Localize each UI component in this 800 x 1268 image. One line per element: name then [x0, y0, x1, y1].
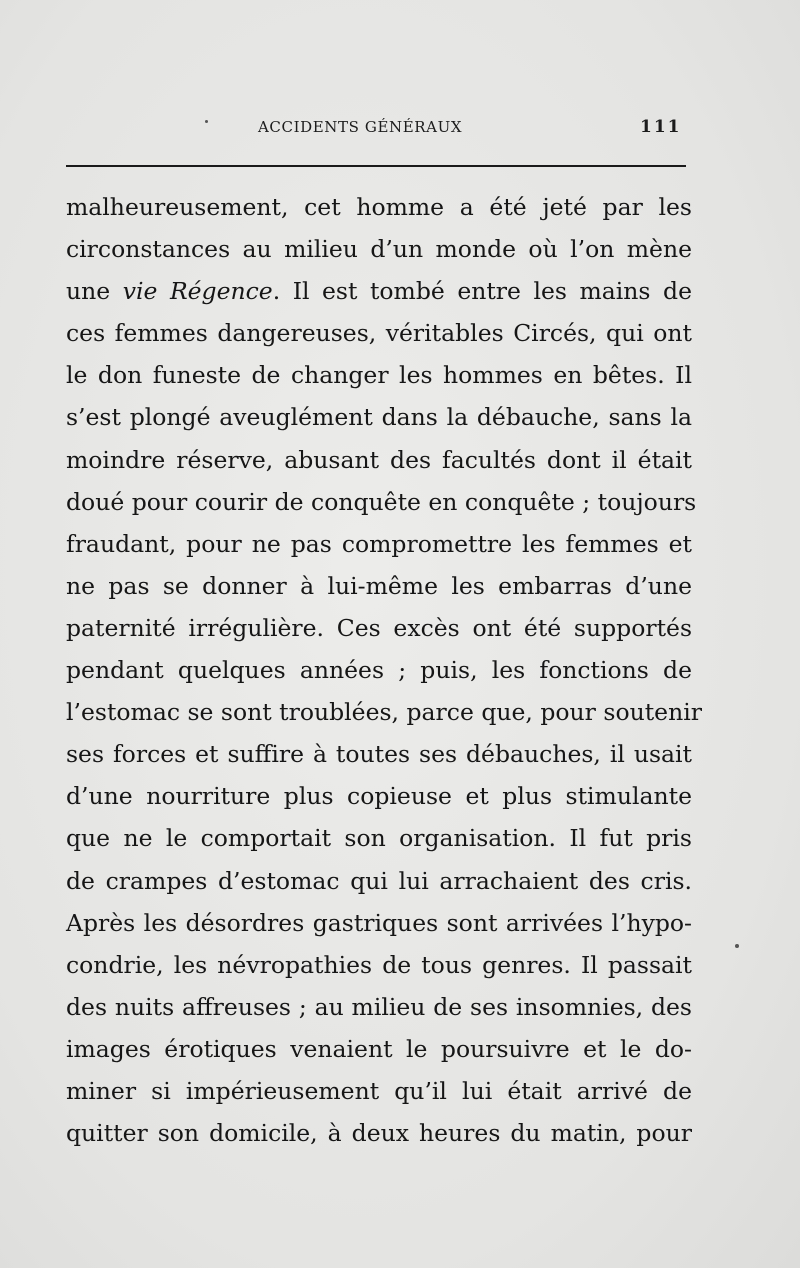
header-rule	[66, 165, 686, 167]
text-line: miner si impérieusement qu’il lui était arrivé de	[66, 1076, 692, 1105]
ink-speck	[205, 120, 208, 123]
text-line: l’estomac se sont troublées, parce que, pour soutenir	[66, 698, 702, 727]
text-line: ces femmes dangereuses, véritables Circés, qui ont	[66, 319, 692, 348]
text-line: fraudant, pour ne pas compromettre les femmes et	[66, 529, 692, 558]
page-number: 111	[640, 117, 682, 137]
text-line: Après les désordres gastriques sont arrivées l’hypo-	[66, 908, 692, 937]
text-line: images érotiques venaient le poursuivre et le do-	[66, 1034, 692, 1063]
text-line: des nuits affreuses ; au milieu de ses insomnies, des	[66, 992, 692, 1021]
running-head-title: ACCIDENTS GÉNÉRAUX	[258, 118, 463, 136]
text-line-with-italic	[66, 270, 692, 312]
text-line: ne pas se donner à lui-même les embarras d’une	[66, 571, 692, 600]
text-line: moindre réserve, abusant des facultés dont il était	[66, 445, 692, 474]
text-run: une	[66, 277, 123, 306]
text-line: circonstances au milieu d’un monde où l’on mène	[66, 235, 692, 264]
text-line: ses forces et suffire à toutes ses débauches, il usait	[66, 740, 692, 769]
ink-speck	[735, 944, 739, 948]
running-head	[258, 118, 688, 142]
text-line: doué pour courir de conquête en conquête ; toujours	[66, 487, 697, 516]
text-line: pendant quelques années ; puis, les fonctions de	[66, 656, 692, 685]
text-line: paternité irrégulière. Ces excès ont été supportés	[66, 613, 692, 642]
text-line: s’est plongé aveuglément dans la débauche, sans la	[66, 403, 692, 432]
text-line: condrie, les névropathies de tous genres. Il passait	[66, 950, 692, 979]
text-line: le don funeste de changer les hommes en bêtes. Il	[66, 361, 692, 390]
italic-phrase: vie Régence	[122, 277, 273, 306]
text-run: . Il est tombé entre les mains de	[272, 277, 692, 306]
text-line: de crampes d’estomac qui lui arrachaient des cris.	[66, 866, 692, 895]
body-text	[66, 186, 702, 1154]
text-line: d’une nourriture plus copieuse et plus stimulante	[66, 782, 692, 811]
text-line: quitter son domicile, à deux heures du matin, pour	[66, 1119, 692, 1148]
text-line: que ne le comportait son organisation. Il fut pris	[66, 824, 692, 853]
text-line: malheureusement, cet homme a été jeté par les	[66, 193, 692, 221]
